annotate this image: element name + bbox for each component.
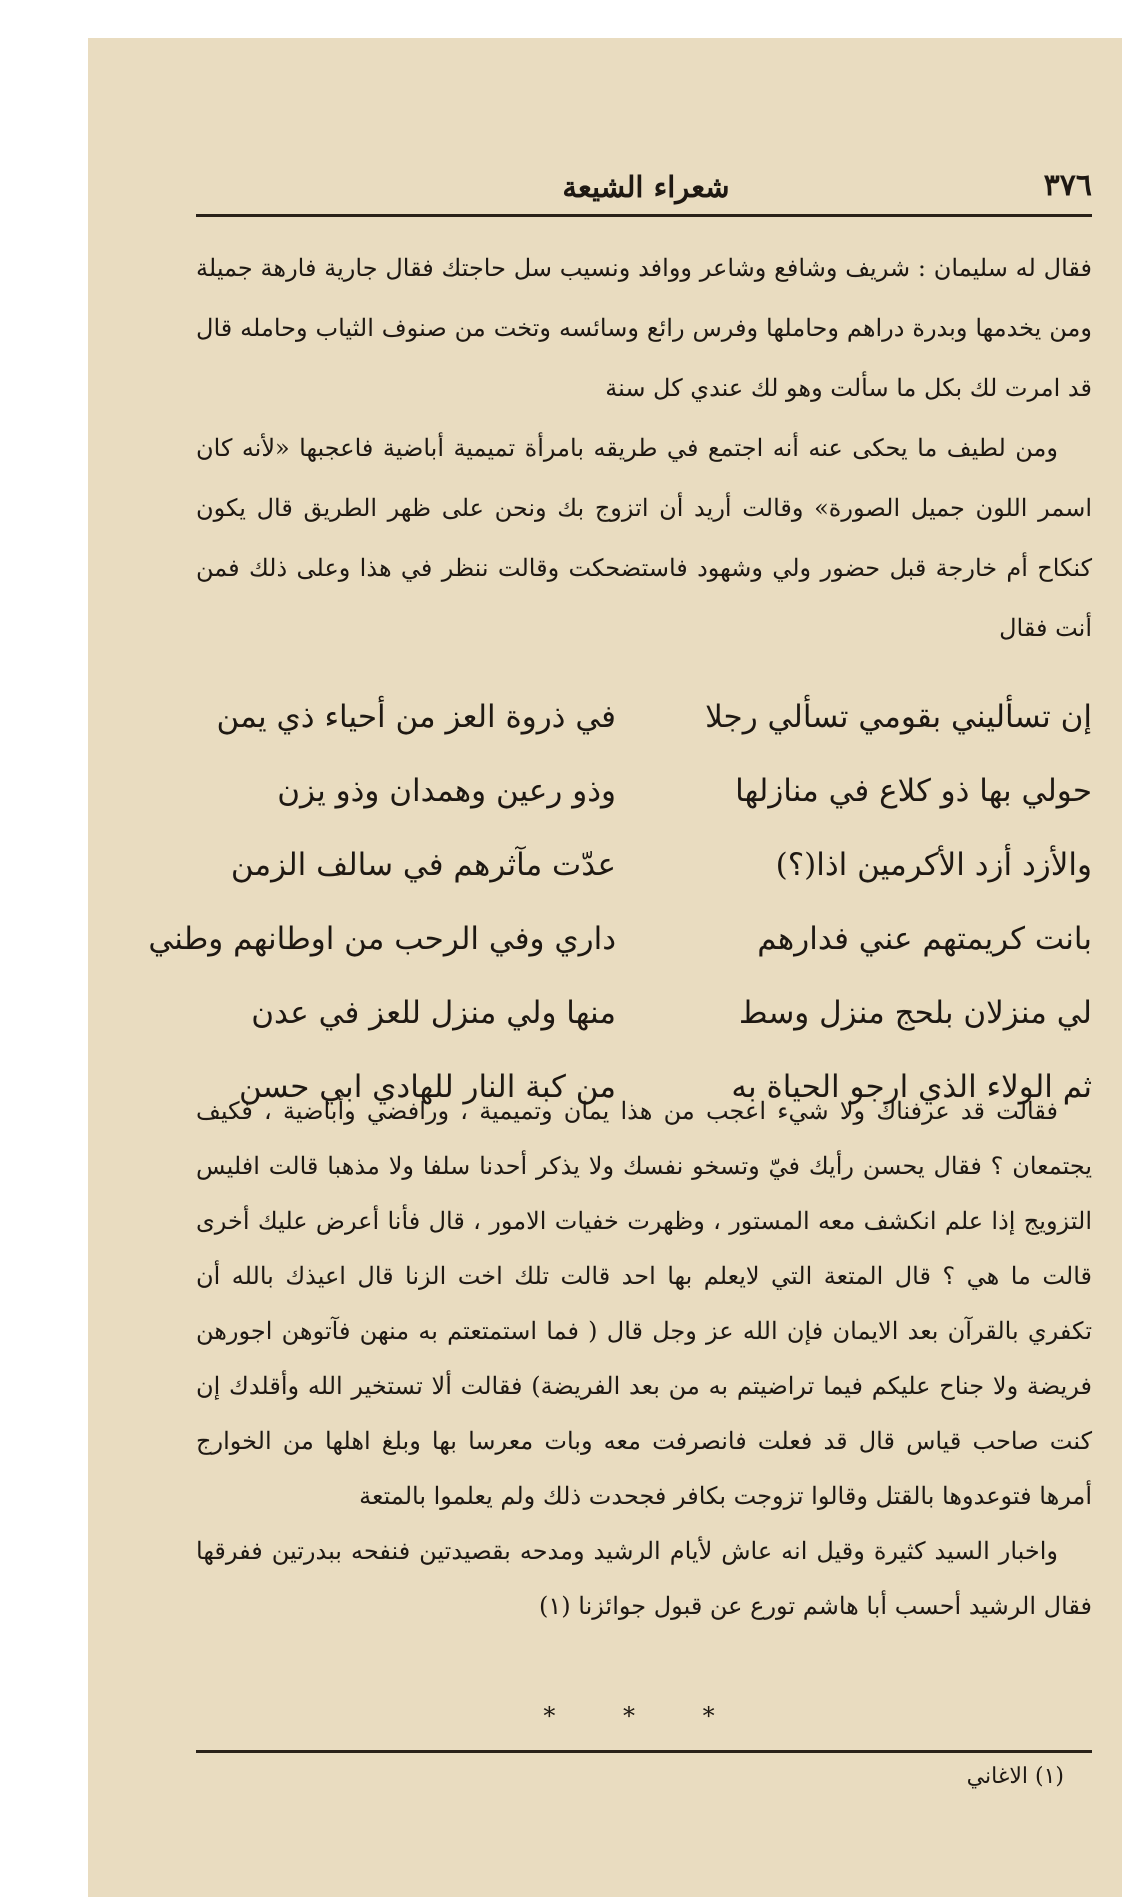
- prose-section-top: [196, 238, 1092, 658]
- verse-second-hemistich: عدّت مآثرهم في سالف الزمن: [230, 847, 616, 883]
- section-separator: * * *: [543, 1702, 745, 1730]
- page-content: [148, 38, 1093, 1897]
- verse-second-hemistich: وذو رعين وهمدان وذو يزن: [277, 773, 616, 809]
- poem-verse: [196, 976, 1092, 1050]
- paragraph: واخبار السيد كثيرة وقيل انه عاش لأيام الرشيد ومدحه بقصيدتين فنفحه ببدرتين ففرقها فقال الرشيد أحسب أبا هاشم تورع عن قبول جوائزنا (١): [196, 1537, 1092, 1620]
- footnote: (١) الاغاني: [966, 1764, 1064, 1789]
- page-header: [196, 158, 1092, 218]
- prose-section-bottom: [196, 1084, 1092, 1634]
- verse-second-hemistich: في ذروة العز من أحياء ذي يمن: [216, 699, 616, 735]
- paragraph: فقال له سليمان : شريف وشافع وشاعر ووافد ونسيب سل حاجتك فقال جارية فارهة جميلة ومن يخدمها وبدرة دراهم وحاملها وفرس رائع وسائسه وتخت من صنوف الثياب وحامله قال قد امرت لك بكل ما سألت وهو لك عندي كل سنة: [196, 254, 1092, 402]
- verse-first-hemistich: لي منزلان بلحج منزل وسط: [738, 995, 1092, 1031]
- verse-first-hemistich: إن تسأليني بقومي تسألي رجلا: [705, 699, 1092, 735]
- verse-second-hemistich: داري وفي الرحب من اوطانهم وطني: [148, 921, 616, 957]
- verse-first-hemistich: والأزد أزد الأكرمين اذا(؟): [775, 847, 1092, 883]
- verse-second-hemistich: منها ولي منزل للعز في عدن: [251, 995, 616, 1031]
- poem-verse: [196, 754, 1092, 828]
- book-page: [88, 38, 1122, 1897]
- verse-first-hemistich: ثم الولاء الذي ارجو الحياة به: [731, 1069, 1092, 1105]
- poem-verse: [148, 902, 1092, 976]
- paragraph: ومن لطيف ما يحكى عنه أنه اجتمع في طريقه بامرأة تميمية أباضية فاعجبها «لأنه كان اسمر اللون جميل الصورة» وقالت أريد أن اتزوج بك ونحن على ظهر الطريق قال يكون كنكاح أم خارجة قبل حضور ولي وشهود فاستضحكت وقالت ننظر في هذا وعلى ذلك فمن أنت فقال: [196, 434, 1092, 642]
- poem-verse: [196, 828, 1092, 902]
- verse-first-hemistich: حولي بها ذو كلاع في منازلها: [735, 773, 1092, 809]
- footnote-rule: [196, 1750, 1092, 1753]
- poem: [148, 680, 1092, 1124]
- poem-verse: [196, 680, 1092, 754]
- verse-first-hemistich: بانت كريمتهم عني فدارهم: [757, 921, 1092, 957]
- running-title: شعراء الشيعة: [562, 170, 730, 204]
- header-rule: [196, 214, 1092, 217]
- verse-second-hemistich: من كبة النار للهادي ابي حسن: [238, 1069, 616, 1105]
- paragraph: فقالت قد عرفناك ولا شيء اعجب من هذا يمان وتميمية ، ورافضي وأباضية ، فكيف يجتمعان ؟ فقال يحسن رأيك فيّ وتسخو نفسك ولا يذكر أحدنا سلفا ولا مذهبا قالت افليس التزويج إذا علم انكشف معه المستور ، وظهرت خفيات الامور ، قال فأنا أعرض عليك أخرى قالت ما هي ؟ قال المتعة التي لايعلم بها احد قالت تلك اخت الزنا قال اعيذك بالله أن تكفري بالقرآن بعد الايمان فإن الله عز وجل قال ( فما استمتعتم به منهن فآتوهن اجورهن فريضة ولا جناح عليكم فيما تراضيتم به من بعد الفريضة) فقالت ألا تستخير الله وأقلدك إن كنت صاحب قياس قال قد فعلت فانصرفت معه وبات معرسا بها وبلغ اهلها من الخوارج أمرها فتوعدوها بالقتل وقالوا تزوجت بكافر فجحدت ذلك ولم يعلموا بالمتعة: [196, 1097, 1093, 1510]
- page-number: ٣٧٦: [1043, 168, 1092, 203]
